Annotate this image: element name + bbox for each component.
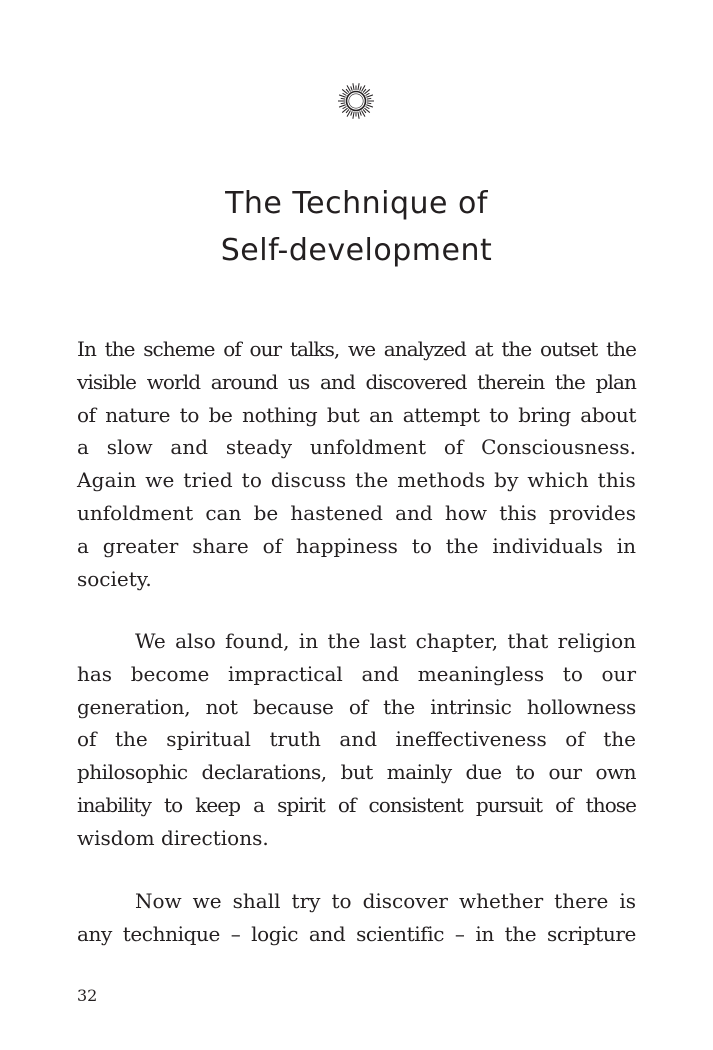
ornament-ray [346, 89, 349, 92]
ornament-ray [343, 107, 347, 109]
ornament-ray [351, 86, 353, 90]
text-line: of nature to be nothing but an attempt to bring about [77, 402, 636, 427]
chapter-title-line-1: The Technique of [225, 186, 488, 221]
ornament-ray [339, 105, 346, 107]
ornament-ray [363, 89, 366, 92]
ornament-ray [346, 109, 349, 112]
text-line: Now we shall try to discover whether there is [135, 889, 636, 913]
text-line: inability to keep a spirit of consistent pursuit of those [77, 792, 636, 817]
ornament-ray [367, 103, 371, 104]
ornament-ray [343, 93, 347, 95]
text-line: any technique – logic and scientific – in the scripture [77, 921, 636, 946]
ornament-ray [351, 111, 353, 115]
ornament-ray [367, 98, 371, 99]
ornament-inner-ring [349, 94, 363, 108]
paragraph-1 [77, 333, 636, 595]
page-number: 32 [77, 986, 98, 1005]
ornament-ray [366, 93, 370, 95]
text-line: unfoldment can be hastened and how this provides [77, 500, 636, 525]
chapter-title-line-2: Self-development [220, 233, 493, 268]
text-line: In the scheme of our talks, we analyzed at the outset the [77, 337, 636, 361]
text-line: philosophic declarations, but mainly due to our own [77, 760, 636, 785]
ornament-ray [358, 112, 359, 119]
ornament-ray [353, 112, 354, 119]
ornament-ray [366, 105, 373, 107]
ornament-ray [339, 95, 346, 97]
text-line: a slow and steady unfoldment of Consciousness. [77, 435, 636, 460]
sun-burst-ornament-icon [337, 82, 375, 120]
paragraph-3 [77, 885, 636, 951]
ornament-ray [341, 103, 345, 104]
text-line: We also found, in the last chapter, that religion [135, 629, 636, 653]
ornament-rays [338, 83, 374, 118]
text-line: Again we tried to discuss the methods by which this [77, 468, 636, 493]
ornament-ray [366, 107, 370, 109]
text-line: wisdom directions. [77, 825, 269, 850]
text-line: has become impractical and meaningless to our [77, 661, 636, 686]
ornament-ray [363, 109, 366, 112]
ornament-ray [358, 83, 359, 90]
ornament-ring [347, 92, 366, 111]
text-line: society. [77, 566, 152, 591]
ornament-ray [353, 83, 354, 90]
text-line: generation, not because of the intrinsic hollowness [77, 694, 636, 719]
ornament-ray [366, 95, 373, 97]
ornament-ray [341, 98, 345, 99]
ornament-ray [360, 86, 362, 90]
ornament-ray [360, 111, 362, 115]
paragraph-2 [77, 625, 636, 855]
text-line: visible world around us and discovered therein the plan [77, 369, 636, 394]
text-line: a greater share of happiness to the individuals in [77, 533, 636, 558]
text-line: of the spiritual truth and ineffectiveness of the [77, 727, 636, 752]
